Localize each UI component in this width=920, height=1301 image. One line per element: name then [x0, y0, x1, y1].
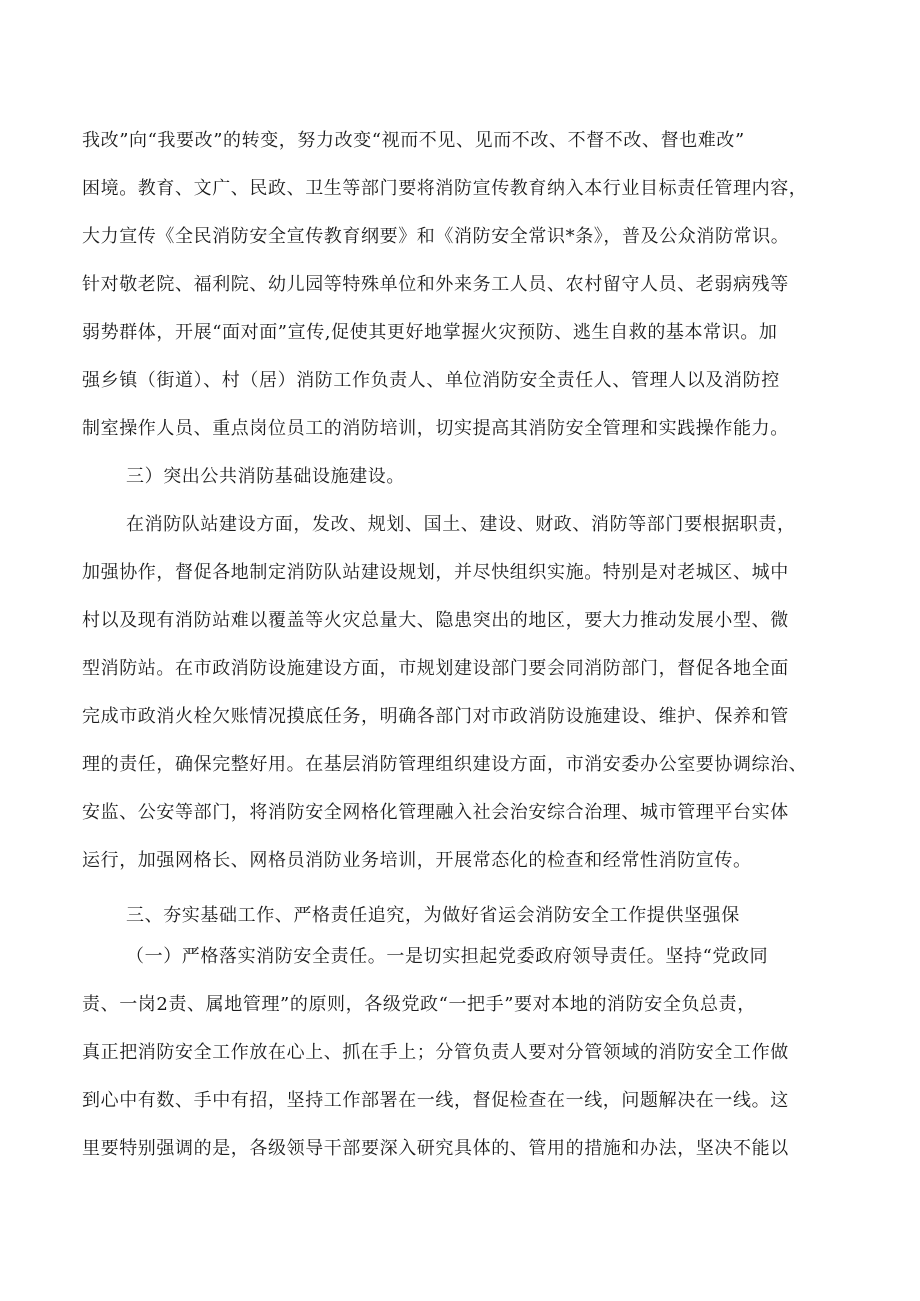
text-line: 理的责任，确保完整好用。在基层消防管理组织建设方面，市消安委办公室要协调综治、 — [82, 754, 808, 775]
text-line: 完成市政消火栓欠账情况摸底任务，明确各部门对市政消防设施建设、维护、保养和管 — [82, 706, 789, 727]
text-line: 在消防队站建设方面，发改、规划、国土、建设、财政、消防等部门要根据职责， — [126, 514, 796, 535]
text-line: 型消防站。在市政消防设施建设方面，市规划建设部门要会同消防部门，督促各地全面 — [82, 658, 789, 679]
text-line: 大力宣传《全民消防安全宣传教育纲要》和《消防安全常识*条》，普及公众消防常识。 — [82, 226, 790, 247]
text-line: 针对敬老院、福利院、幼儿园等特殊单位和外来务工人员、农村留守人员、老弱病残等 — [82, 274, 789, 295]
text-line: 里要特别强调的是，各级领导干部要深入研究具体的、管用的措施和办法，坚决不能以 — [82, 1138, 789, 1159]
text-line: 运行，加强网格长、网格员消防业务培训，开展常态化的检查和经常性消防宣传。 — [82, 850, 752, 871]
text-line: 强乡镇（街道）、村（居）消防工作负责人、单位消防安全责任人、管理人以及消防控 — [82, 370, 780, 391]
text-line: 弱势群体，开展“面对面”宣传,促使其更好地掌握火灾预防、逃生自救的基本常识。加 — [82, 322, 778, 343]
text-line: 加强协作，督促各地制定消防队站建设规划，并尽快组织实施。特别是对老城区、城中 — [82, 562, 789, 583]
text-line: 安监、公安等部门，将消防安全网格化管理融入社会治安综合治理、城市管理平台实体 — [82, 802, 789, 823]
text-line: 制室操作人员、重点岗位员工的消防培训，切实提高其消防安全管理和实践操作能力。 — [82, 418, 789, 439]
section-heading: 三）突出公共消防基础设施建设。 — [126, 466, 405, 487]
text-line: 责、一岗2责、属地管理”的原则，各级党政“一把手”要对本地的消防安全负总责， — [82, 994, 756, 1015]
text-line: 真正把消防安全工作放在心上、抓在手上；分管负责人要对分管领域的消防安全工作做 — [82, 1042, 789, 1063]
text-line: 我改”向“我要改”的转变，努力改变“视而不见、见而不改、不督不改、督也难改” — [82, 130, 745, 151]
section-heading: 三、夯实基础工作、严格责任追究，为做好省运会消防安全工作提供坚强保 — [126, 905, 740, 926]
text-line: 村以及现有消防站难以覆盖等火灾总量大、隐患突出的地区，要大力推动发展小型、微 — [82, 610, 789, 631]
subsection-heading-line: （一）严格落实消防安全责任。一是切实担起党委政府领导责任。坚持“党政同 — [126, 946, 769, 967]
text-line: 到心中有数、手中有招，坚持工作部署在一线，督促检查在一线，问题解决在一线。这 — [82, 1090, 789, 1111]
text-line: 困境。教育、文广、民政、卫生等部门要将消防宣传教育纳入本行业目标责任管理内容， — [82, 178, 808, 199]
